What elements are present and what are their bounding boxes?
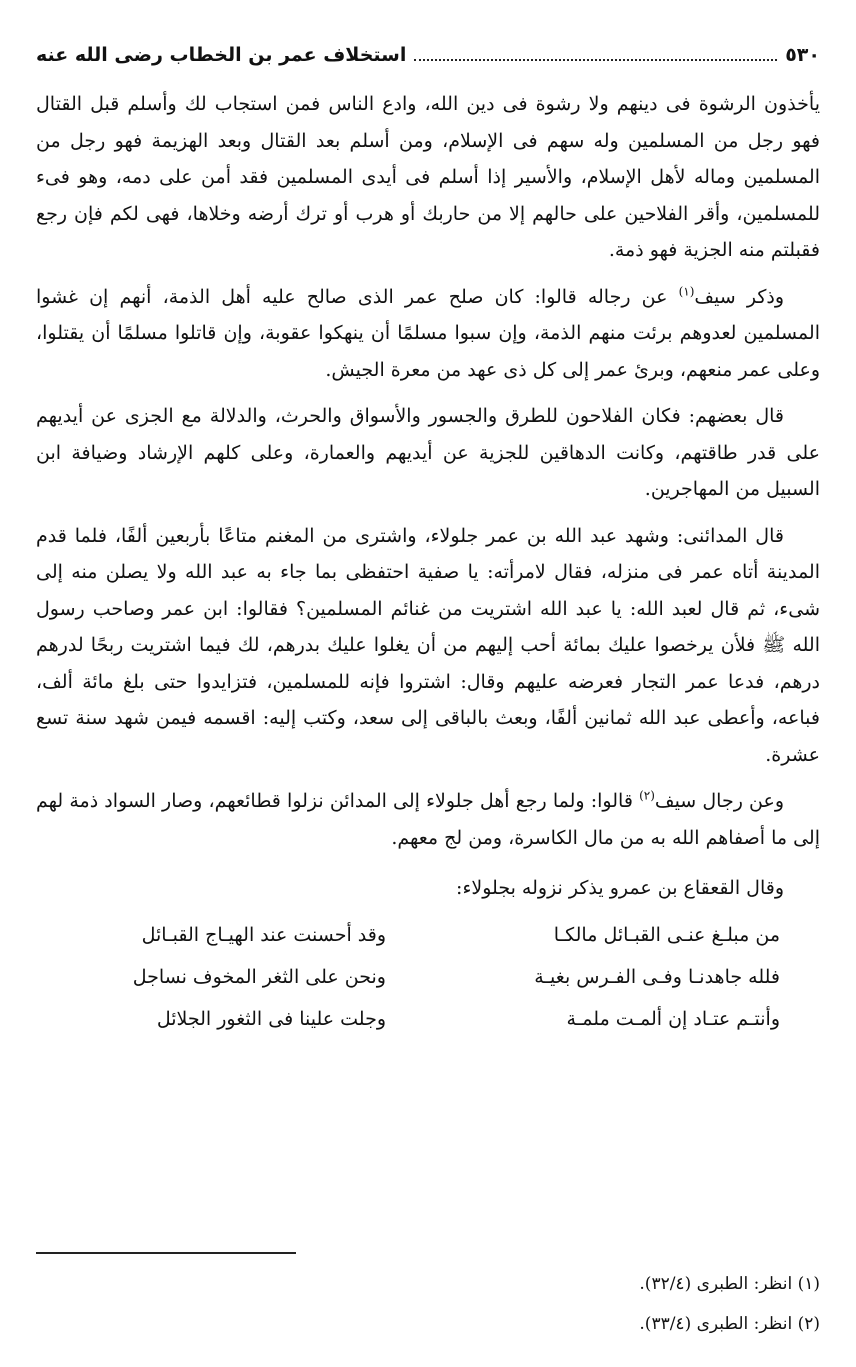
paragraph-5-lead: وعن رجال سيف <box>654 790 785 812</box>
page-number: ٥٣٠ <box>785 44 820 66</box>
chapter-title: استخلاف عمر بن الخطاب رضى الله عنه <box>36 44 407 66</box>
footnote-ref-2: (٢) <box>639 788 655 803</box>
paragraph-5-body: قالوا: ولما رجع أهل جلولاء إلى المدائن نزلوا قطائعهم، وصار السواد ذمة لهم إلى ما أصفاهم الله به من مال الكاسرة، ومن لج معهم. <box>36 790 820 849</box>
footnote-ref-1: (١) <box>678 284 695 299</box>
verse-first-hemistich: وأنتـم عتـاد إن ألمـت ملمـة <box>566 1008 780 1030</box>
verse-second-hemistich: وجلت علينا فى الثغور الجلائل <box>156 1008 386 1030</box>
verse-line <box>36 998 820 1040</box>
footnote-separator <box>36 1252 296 1254</box>
verse-line <box>36 956 820 998</box>
footnotes <box>36 1264 820 1344</box>
running-header <box>36 44 820 86</box>
verse-line <box>36 914 820 956</box>
footnote-1: (١) انظر: الطبرى (٣٢/٤). <box>639 1274 820 1294</box>
paragraph-2-connector: عن رجاله <box>576 285 679 308</box>
poem <box>36 914 820 1040</box>
paragraph-3: قال بعضهم: فكان الفلاحون للطرق والجسور والأسواق والحرث، والدلالة مع الجزى عن أيديهم على قدر طاقتهم، وكانت الدهاقين للجزية عن أيديهم والعمارة، وعلى كلهم الإرشاد وضيافة ابن السبيل من المهاجرين. <box>36 405 820 500</box>
paragraph-4: قال المدائنى: وشهد عبد الله بن عمر جلولاء، واشترى من المغنم متاعًا بأربعين ألفًا، فلما قدم المدينة أتاه عمر فى منزله، فقال لامرأته: يا صفية احتفظى بما جاء به عبد الله ولا يصلن منه إلى شىء، ثم قال لعبد الله: يا عبد الله اشتريت من غنائم المسلمين؟ فقالوا: ابن عمر وصاحب رسول الله ﷺ فلأن يرخصوا عليك بمائة أحب إليهم من أن يغلوا عليك بدرهم، لك فيما اشتريت ربحًا لدرهم درهم، فدعا عمر التجار فعرضه عليهم وقال: اشتروا فإنه للمسلمين، فتزايدوا حتى بلغ مائة ألف، فباعه، وأعطى عبد الله ثمانين ألفًا، وبعث بالباقى إلى سعد، وكتب إليه: اقسمه فيمن شهد سنة تسع عشرة. <box>36 524 820 766</box>
verse-first-hemistich: فلله جاهدنـا وفـى الفـرس بغيـة <box>534 966 780 988</box>
verse-second-hemistich: ونحن على الثغر المخوف نساجل <box>132 966 386 988</box>
verse-first-hemistich: من مبلـغ عنـى القبـائل مالكـا <box>553 924 780 946</box>
paragraph-1: يأخذون الرشوة فى دينهم ولا رشوة فى دين الله، وادع الناس فمن استجاب لك وأسلم قبل القتال فهو رجل من المسلمين وله سهم فى الإسلام، ومن أسلم بعد القتال وبعد الهزيمة فهو رجل من المسلمين وماله لأهل الإسلام، والأسير إذا أسلم فى أيدى المسلمين فقد أمن على دمه، وهو فىء للمسلمين، وأقر الفلاحين على حالهم إلا من حاربك أو هرب أو ترك أرضه وخلاها، فهى لكم فإن رجع فقبلتم منه الجزية فهو ذمة. <box>36 93 820 261</box>
paragraph-2-lead: وذكر سيف <box>694 285 785 308</box>
footnote-2: (٢) انظر: الطبرى (٣٣/٤). <box>639 1314 820 1334</box>
verse-intro: وقال القعقاع بن عمرو يذكر نزوله بجلولاء: <box>456 877 784 899</box>
paragraph-2-body: قالوا: كان صلح عمر الذى صالح عليه أهل الذمة، أنهم إن غشوا المسلمين لعدوهم برئت منهم الذمة، وإن سبوا مسلمًا أن ينهكوا عقوبة، وإن قاتلوا مسلمًا أن يقتلوا، وعلى عمر منعهم، وبرئ عمر إلى كل ذى عهد من معرة الجيش. <box>36 285 820 381</box>
book-page <box>36 44 820 1040</box>
paragraph-5 <box>36 783 820 856</box>
paragraph-2 <box>36 279 820 389</box>
header-dot-leader <box>414 59 777 61</box>
verse-second-hemistich: وقد أحسنت عند الهيـاج القبـائل <box>141 924 386 946</box>
